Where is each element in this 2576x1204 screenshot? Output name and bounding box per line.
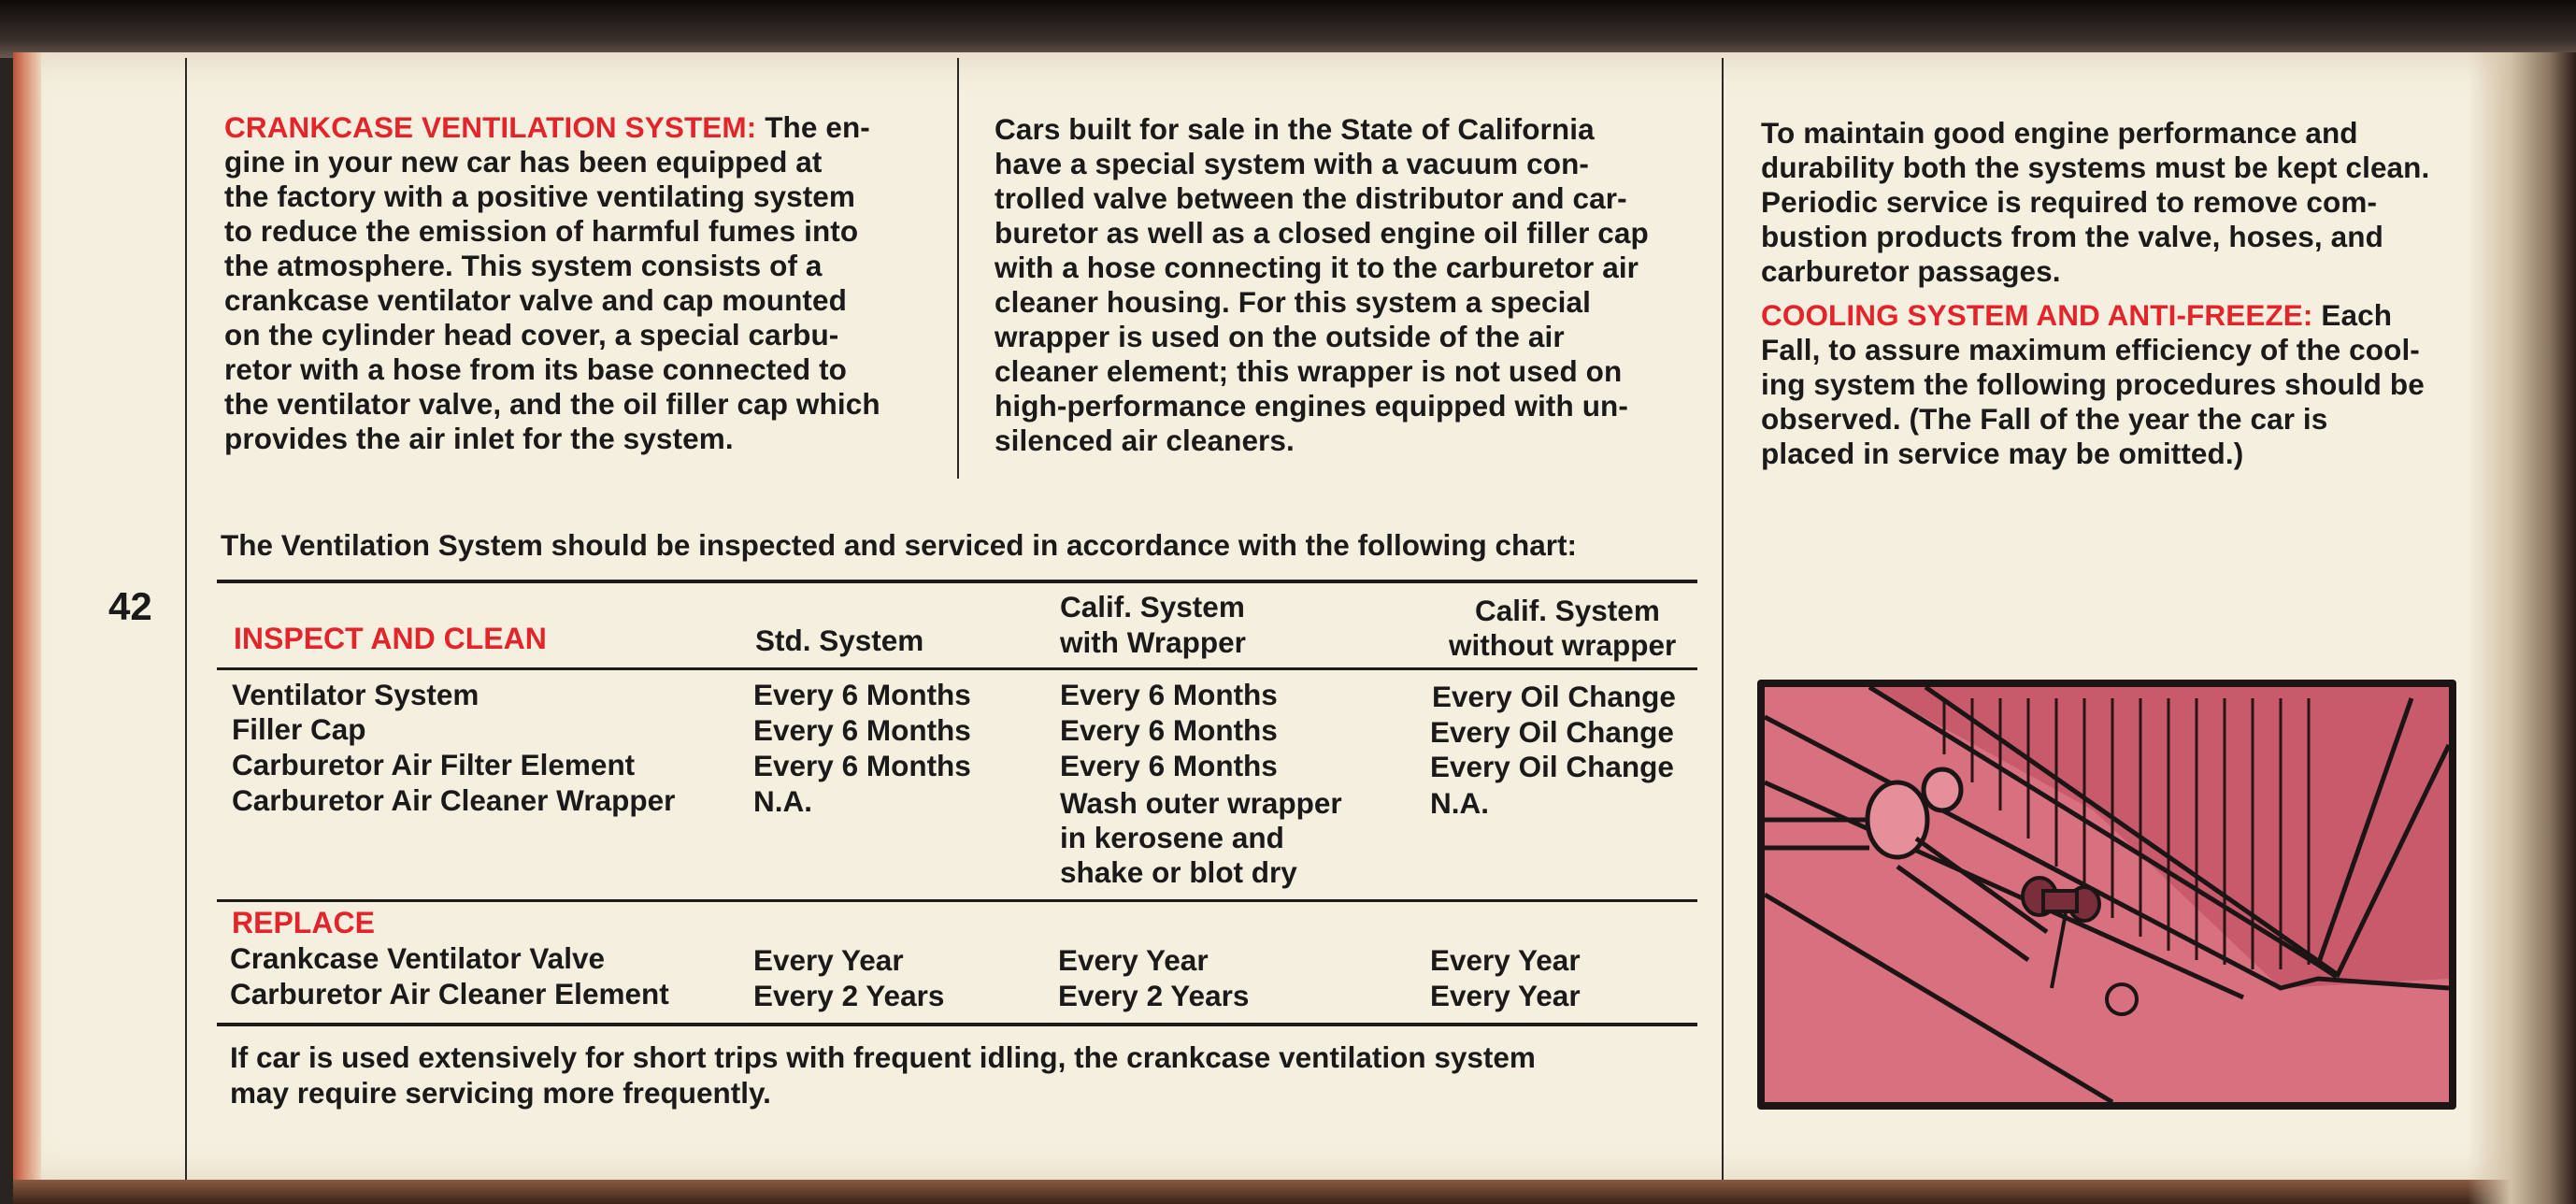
table-cell-nowrap: Every Oil Change [1430,750,1674,783]
column-header-calif-nowrapper-2: without wrapper [1449,628,1677,662]
table-cell-std: Every Year [753,943,904,977]
text-line: durability both the systems must be kept clean. [1761,150,2430,184]
table-footnote-line: If car is used extensively for short trips with frequent idling, the crankcase ventilation system [230,1040,1536,1074]
cooling-system-heading: COOLING SYSTEM AND ANTI-FREEZE: [1761,298,2313,332]
table-cell-std: Every 2 Years [753,979,945,1012]
cooling-first-line-tail: Each [2312,298,2393,332]
text-line: Fall, to assure maximum efficiency of the cool- [1761,333,2420,366]
text-line: to reduce the emission of harmful fumes into [224,214,859,248]
table-cell-item: Carburetor Air Cleaner Wrapper [232,783,676,817]
table-cell-nowrap: Every Year [1430,943,1581,977]
table-bottom-rule [217,1023,1697,1026]
table-top-rule [217,580,1697,583]
text-line: observed. (The Fall of the year the car is [1761,402,2328,436]
table-cell-std: Every 6 Months [753,713,971,747]
column-header-calif-nowrapper-1: Calif. System [1475,594,1660,627]
column-divider-2 [1722,58,1724,1180]
carburetor-illustration [1757,680,2456,1110]
text-line: gine in your new car has been equipped at [224,145,823,179]
crankcase-ventilation-paragraph [224,110,920,456]
book-top-shadow [0,0,2576,58]
table-cell-wrap: Every 6 Months [1060,749,1278,782]
page-right-edge [2468,52,2576,1204]
table-cell-wrap: Every 6 Months [1060,678,1278,711]
column-header-calif-wrapper-2: with Wrapper [1060,625,1246,659]
text-line: on the cylinder head cover, a special carbu- [224,318,839,351]
table-header-rule [217,667,1697,670]
california-system-paragraph [995,112,1690,458]
text-line: with a hose connecting it to the carburetor air [995,251,1639,284]
text-line: cleaner element; this wrapper is not used on [995,354,1623,388]
crankcase-first-line-tail: The en- [756,110,870,144]
column-header-calif-wrapper-1: Calif. System [1060,590,1245,624]
table-cell-nowrap: Every Oil Change [1430,715,1674,749]
maintenance-paragraph [1761,116,2460,471]
chart-intro-text: The Ventilation System should be inspected and serviced in accordance with the following chart: [221,528,1578,562]
text-line: buretor as well as a closed engine oil filler cap [995,216,1649,250]
table-cell-item: Ventilator System [232,678,479,711]
text-line: high-performance engines equipped with un- [995,389,1628,423]
text-line: trolled valve between the distributor and car- [995,181,1627,215]
text-line: Cars built for sale in the State of California [995,112,1595,146]
text-line: wrapper is used on the outside of the air [995,320,1565,353]
text-line: have a special system with a vacuum con- [995,147,1590,180]
text-line: Periodic service is required to remove com- [1761,185,2378,219]
table-cell-std: Every 6 Months [753,749,971,782]
text-line: the ventilator valve, and the oil filler cap which [224,387,880,421]
table-cell-wrap-continued: in kerosene and [1060,821,1284,854]
table-cell-item: Carburetor Air Filter Element [232,748,636,781]
left-margin-rule [185,58,187,1180]
table-cell-wrap: Every Year [1058,943,1209,977]
column-divider-1 [957,58,959,479]
text-line: silenced air cleaners. [995,423,1295,457]
text-line: provides the air inlet for the system. [224,422,734,455]
table-cell-std: Every 6 Months [753,678,971,711]
page-number: 42 [108,584,152,628]
crankcase-heading: CRANKCASE VENTILATION SYSTEM: [224,110,757,144]
column-header-std-system: Std. System [755,624,924,657]
text-line: cleaner housing. For this system a special [995,285,1591,319]
table-cell-nowrap: N.A. [1430,786,1489,820]
replace-heading: REPLACE [232,906,375,939]
page-bottom-edge [13,1180,2518,1204]
text-line: the atmosphere. This system consists of a [224,249,823,282]
table-cell-wrap-continued: shake or blot dry [1060,855,1297,889]
carburetor-drawing [1757,680,2456,1110]
text-line: placed in service may be omitted.) [1761,437,2244,470]
table-cell-item: Carburetor Air Cleaner Element [230,977,669,1010]
table-section-rule [217,899,1697,902]
page-left-edge [13,52,41,1183]
table-cell-wrap: Every 2 Years [1058,979,1250,1012]
text-line: the factory with a positive ventilating system [224,179,856,213]
table-cell-std: N.A. [753,784,812,818]
table-cell-item: Crankcase Ventilator Valve [230,941,605,975]
table-cell-wrap: Every 6 Months [1060,713,1278,747]
text-line: crankcase ventilator valve and cap mounted [224,283,847,317]
text-line: bustion products from the valve, hoses, and [1761,220,2383,253]
text-line: retor with a hose from its base connected to [224,352,848,386]
table-cell-nowrap: Every Oil Change [1432,680,1676,713]
text-line: ing system the following procedures should be [1761,367,2425,401]
text-line: carburetor passages. [1761,254,2061,288]
inspect-clean-heading: INSPECT AND CLEAN [234,622,547,655]
text-line: To maintain good engine performance and [1761,116,2358,150]
table-cell-item: Filler Cap [232,712,366,746]
table-footnote-line: may require servicing more frequently. [230,1076,771,1110]
table-cell-wrap: Wash outer wrapper [1060,786,1342,820]
table-cell-nowrap: Every Year [1430,979,1581,1012]
